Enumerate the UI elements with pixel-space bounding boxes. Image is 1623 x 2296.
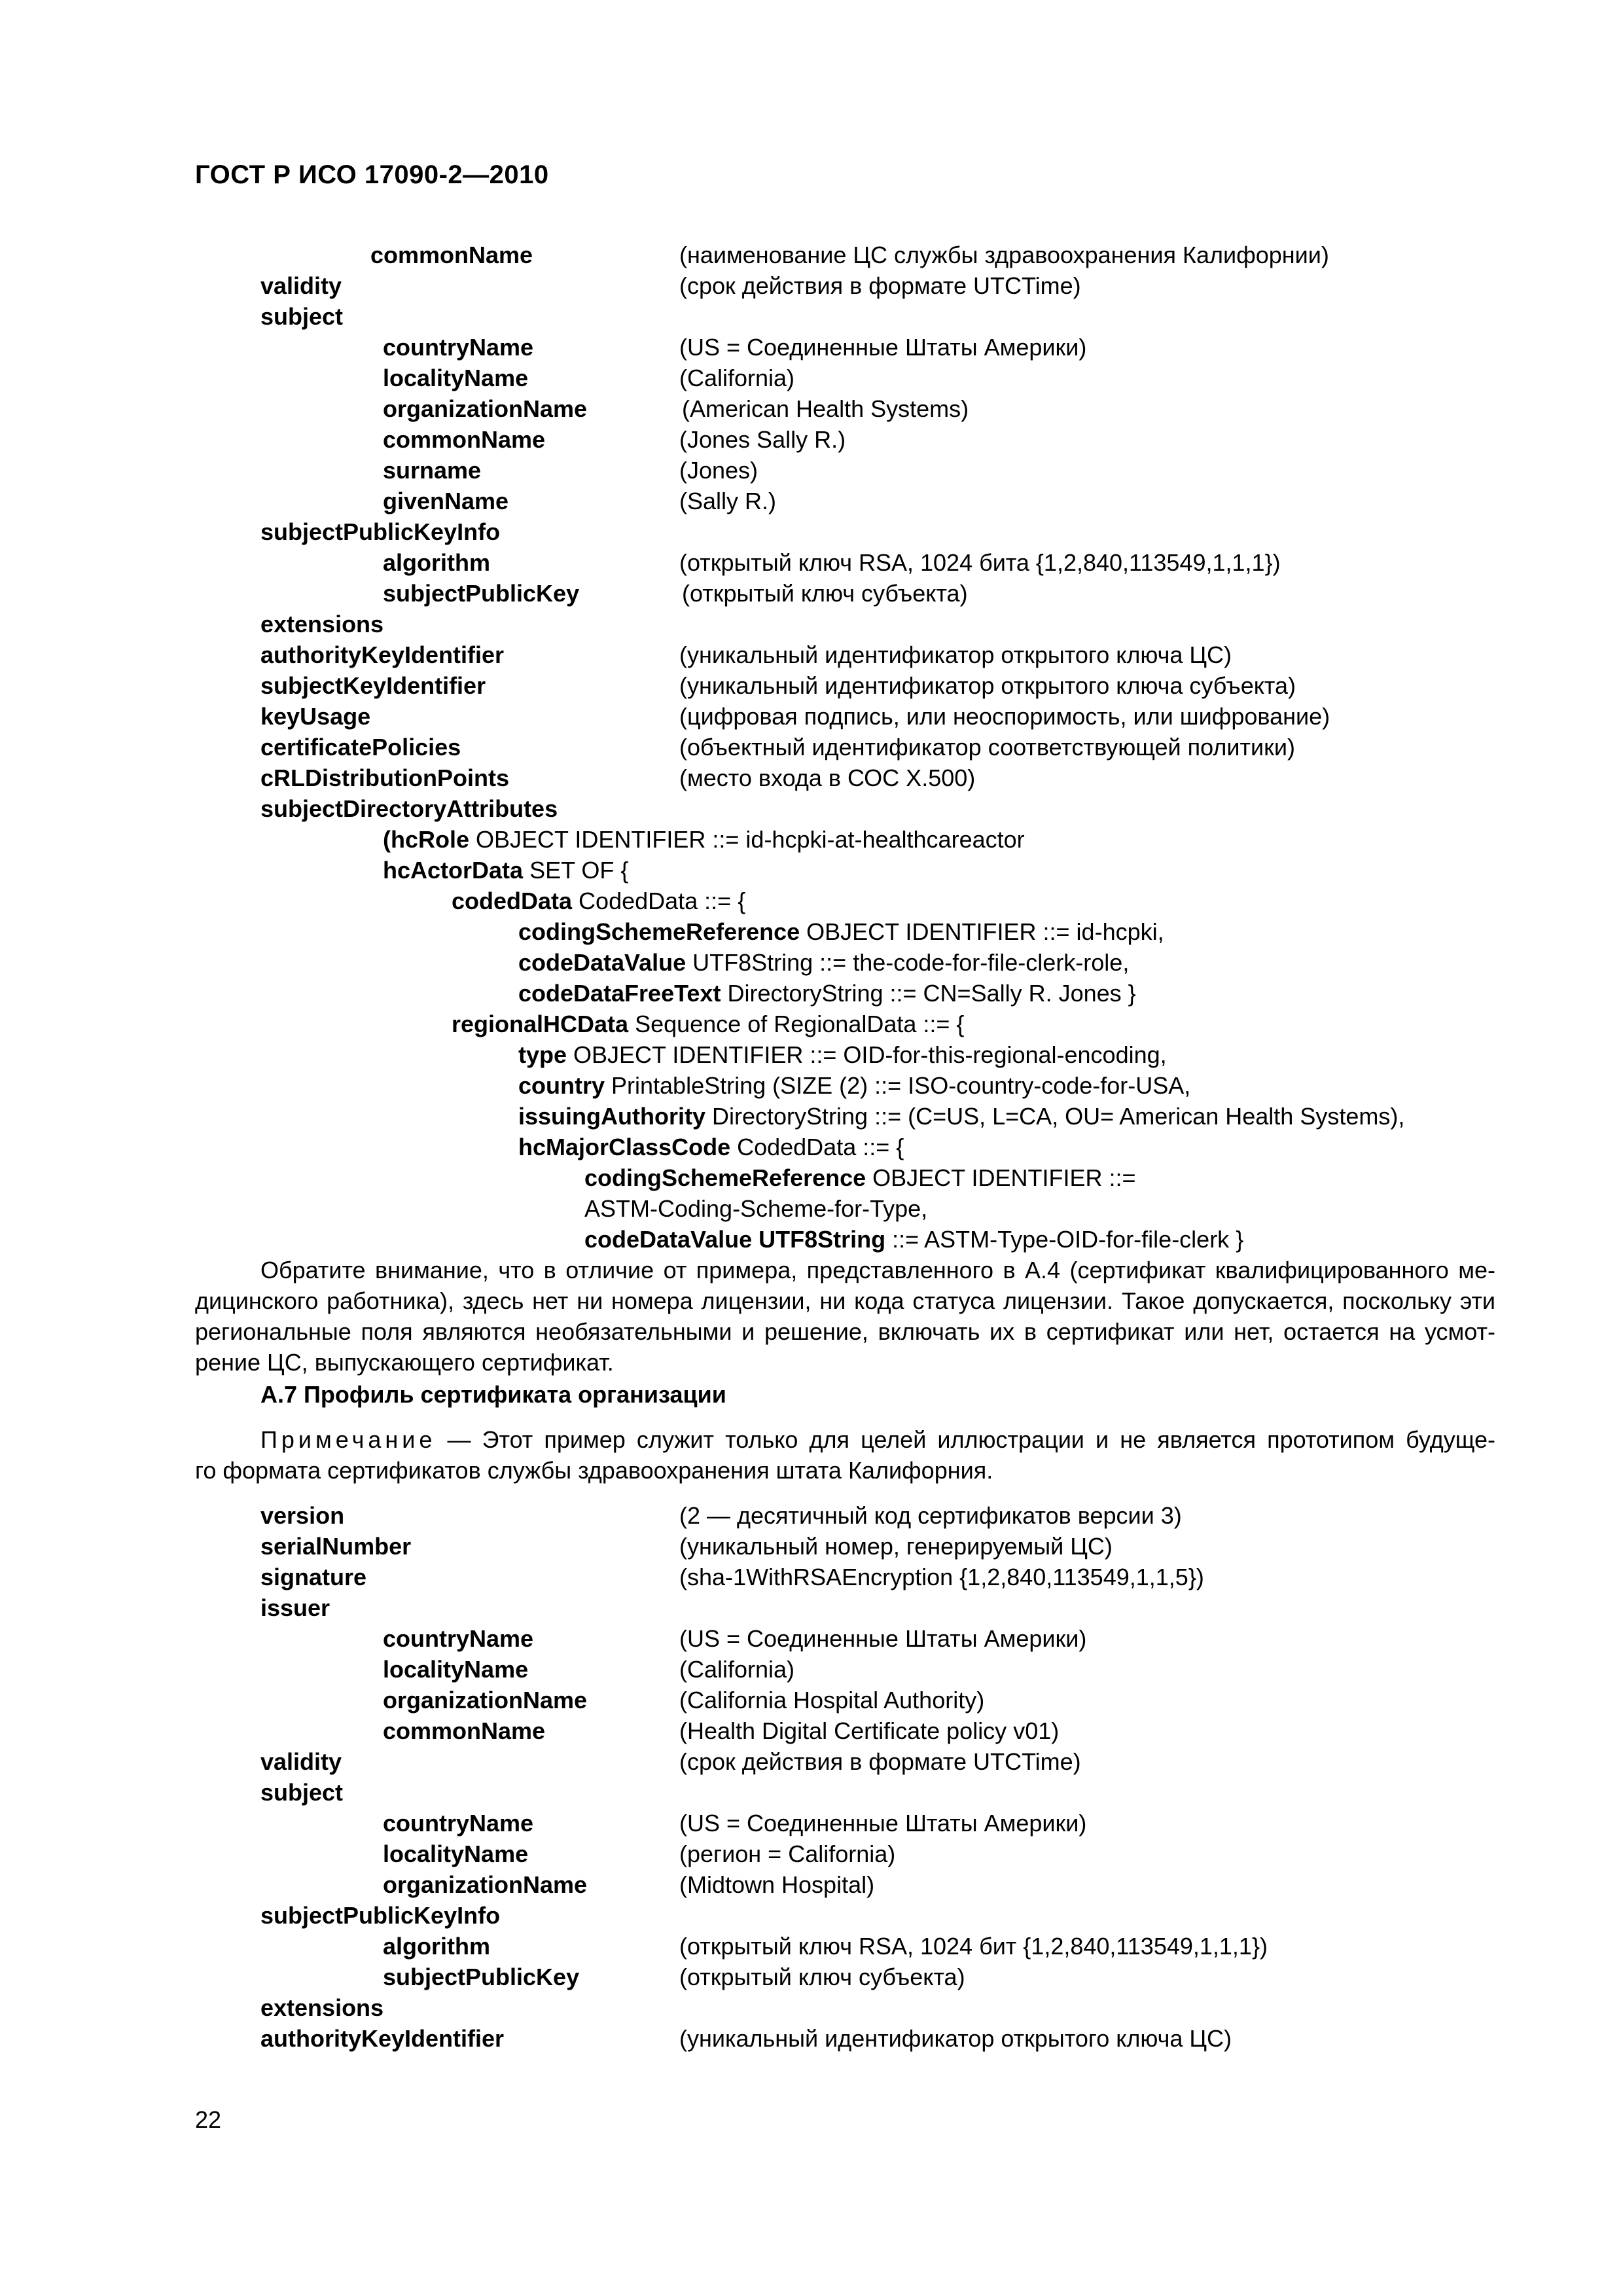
note-line: го формата сертификатов службы здравоохранения штата Калифорния. [195,1457,993,1484]
field-key: localityName [383,365,529,391]
field-value: (место входа в СОС X.500) [679,764,976,791]
field-value: (срок действия в формате UTCTime) [679,272,1081,299]
field-key: localityName [383,1840,529,1867]
code-keyword: country [518,1072,605,1099]
code-keyword: hcActorData [383,857,524,884]
field-key: countryName [383,334,534,361]
code-text: OBJECT IDENTIFIER ::= OID-for-this-regional-encoding, [567,1041,1167,1068]
code-keyword: (hcRole [383,826,470,853]
code-line [584,1224,1243,1255]
section-heading: А.7 Профиль сертификата организации [260,1381,726,1408]
field-value: (US = Соединенные Штаты Америки) [679,1810,1087,1837]
code-line [518,1132,904,1163]
code-line [452,886,745,917]
paragraph-line: дицинского работника), здесь нет ни номера лицензии, ни кода статуса лицензии. Такое допускается, поскольку эти [195,1287,1495,1314]
code-line [383,824,1025,855]
field-value: (Midtown Hospital) [679,1871,875,1898]
field-value: (открытый ключ субъекта) [679,1964,965,1990]
field-key: validity [260,272,342,299]
field-key: validity [260,1748,342,1775]
field-key: commonName [383,426,546,453]
field-value: (Jones Sally R.) [679,426,846,453]
code-text: OBJECT IDENTIFIER ::= [866,1164,1136,1191]
note-line [260,1424,1495,1456]
field-key: commonName [370,242,533,268]
field-value: (уникальный номер, генерируемый ЦС) [679,1533,1113,1560]
code-text: ASTM-Coding-Scheme-for-Type, [584,1195,928,1222]
field-key: organizationName [383,1687,588,1713]
field-key: subjectKeyIdentifier [260,672,486,699]
field-key: organizationName [383,395,588,422]
code-text: OBJECT IDENTIFIER ::= id-hcpki, [800,918,1164,945]
field-key: algorithm [383,549,491,576]
code-text: DirectoryString ::= CN=Sally R. Jones } [721,980,1136,1007]
field-key: serialNumber [260,1533,412,1560]
field-value: (Sally R.) [679,488,777,514]
code-keyword: codeDataValue UTF8String [584,1226,886,1253]
page-number: 22 [195,2106,222,2133]
field-value: (уникальный идентификатор открытого ключа субъекта) [679,672,1296,699]
code-keyword: codeDataFreeText [518,980,721,1007]
field-value: (открытый ключ RSA, 1024 бит {1,2,840,113549,1,1,1}) [679,1933,1268,1960]
field-key: localityName [383,1656,529,1683]
field-value: (цифровая подпись, или неоспоримость, или шифрование) [679,703,1330,730]
field-key: version [260,1502,345,1529]
code-line [584,1162,1136,1194]
field-key: countryName [383,1810,534,1837]
field-key: subjectPublicKeyInfo [260,518,501,545]
code-line [518,947,1129,978]
code-text: CodedData ::= { [730,1134,904,1160]
code-keyword: type [518,1041,567,1068]
code-text: SET OF { [523,857,629,884]
field-key: certificatePolicies [260,734,461,761]
field-key: subjectPublicKey [383,1964,580,1990]
field-key: subject [260,303,344,330]
field-value: (объектный идентификатор соответствующей политики) [679,734,1295,761]
code-text: DirectoryString ::= (C=US, L=CA, OU= American Health Systems), [705,1103,1405,1130]
field-key: authorityKeyIdentifier [260,641,505,668]
code-line [518,1070,1190,1102]
field-key: countryName [383,1625,534,1652]
paragraph-line: Обратите внимание, что в отличие от примера, представленного в А.4 (сертификат квалифицированного ме- [260,1257,1495,1283]
field-value: (US = Соединенные Штаты Америки) [679,334,1087,361]
field-value: (Jones) [679,457,758,484]
code-keyword: codingSchemeReference [518,918,800,945]
code-line [452,1009,964,1040]
field-key: algorithm [383,1933,491,1960]
field-value: (sha-1WithRSAEncryption {1,2,840,113549,1,1,5}) [679,1564,1204,1590]
field-value: (открытый ключ субъекта) [682,580,968,607]
document-header: ГОСТ Р ИСО 17090-2—2010 [195,160,549,189]
field-key: subjectDirectoryAttributes [260,795,558,822]
field-value: (California) [679,1656,795,1683]
field-key: subjectPublicKey [383,580,580,607]
field-key: cRLDistributionPoints [260,764,509,791]
code-text: PrintableString (SIZE (2) ::= ISO-country-code-for-USA, [605,1072,1191,1099]
field-value: (наименование ЦС службы здравоохранения Калифорнии) [679,242,1329,268]
field-value: (American Health Systems) [682,395,969,422]
field-value: (регион = California) [679,1840,896,1867]
code-line [518,1101,1404,1132]
note-text: — Этот пример служит только для целей иллюстрации и не является прототипом будуще- [436,1426,1495,1453]
code-line [518,978,1136,1009]
field-key: givenName [383,488,509,514]
field-key: keyUsage [260,703,371,730]
field-key: organizationName [383,1871,588,1898]
field-value: (открытый ключ RSA, 1024 бита {1,2,840,113549,1,1,1}) [679,549,1281,576]
code-keyword: hcMajorClassCode [518,1134,731,1160]
code-text: OBJECT IDENTIFIER ::= id-hcpki-at-healthcareactor [469,826,1025,853]
field-value: (2 — десятичный код сертификатов версии 3) [679,1502,1182,1529]
paragraph-line: региональные поля являются необязательными и решение, включать их в сертификат или нет, остается на усмот- [195,1318,1495,1345]
field-key: surname [383,457,482,484]
field-key: subject [260,1779,344,1806]
field-value: (US = Соединенные Штаты Америки) [679,1625,1087,1652]
field-key: issuer [260,1594,330,1621]
code-line [518,1039,1167,1071]
field-value: (Health Digital Certificate policy v01) [679,1717,1060,1744]
field-value: (срок действия в формате UTCTime) [679,1748,1081,1775]
code-text: CodedData ::= { [572,888,746,914]
code-line [383,855,628,886]
field-key: signature [260,1564,367,1590]
field-key: subjectPublicKeyInfo [260,1902,501,1929]
code-text: Sequence of RegionalData ::= { [628,1011,965,1037]
code-line [518,916,1164,948]
code-keyword: issuingAuthority [518,1103,705,1130]
field-key: extensions [260,611,384,637]
field-key: commonName [383,1717,546,1744]
field-key: extensions [260,1994,384,2021]
code-keyword: codingSchemeReference [584,1164,866,1191]
code-text: ::= ASTM-Type-OID-for-file-clerk } [885,1226,1244,1253]
code-line [584,1193,927,1225]
paragraph-line: рение ЦС, выпускающего сертификат. [195,1349,614,1376]
code-keyword: codedData [452,888,573,914]
note-label: Примечание [260,1426,437,1453]
field-value: (California) [679,365,795,391]
field-value: (California Hospital Authority) [679,1687,985,1713]
field-value: (уникальный идентификатор открытого ключа ЦС) [679,2025,1232,2052]
field-key: authorityKeyIdentifier [260,2025,505,2052]
code-keyword: codeDataValue [518,949,687,976]
field-value: (уникальный идентификатор открытого ключа ЦС) [679,641,1232,668]
code-keyword: regionalHCData [452,1011,629,1037]
code-text: UTF8String ::= the-code-for-file-clerk-role, [686,949,1130,976]
